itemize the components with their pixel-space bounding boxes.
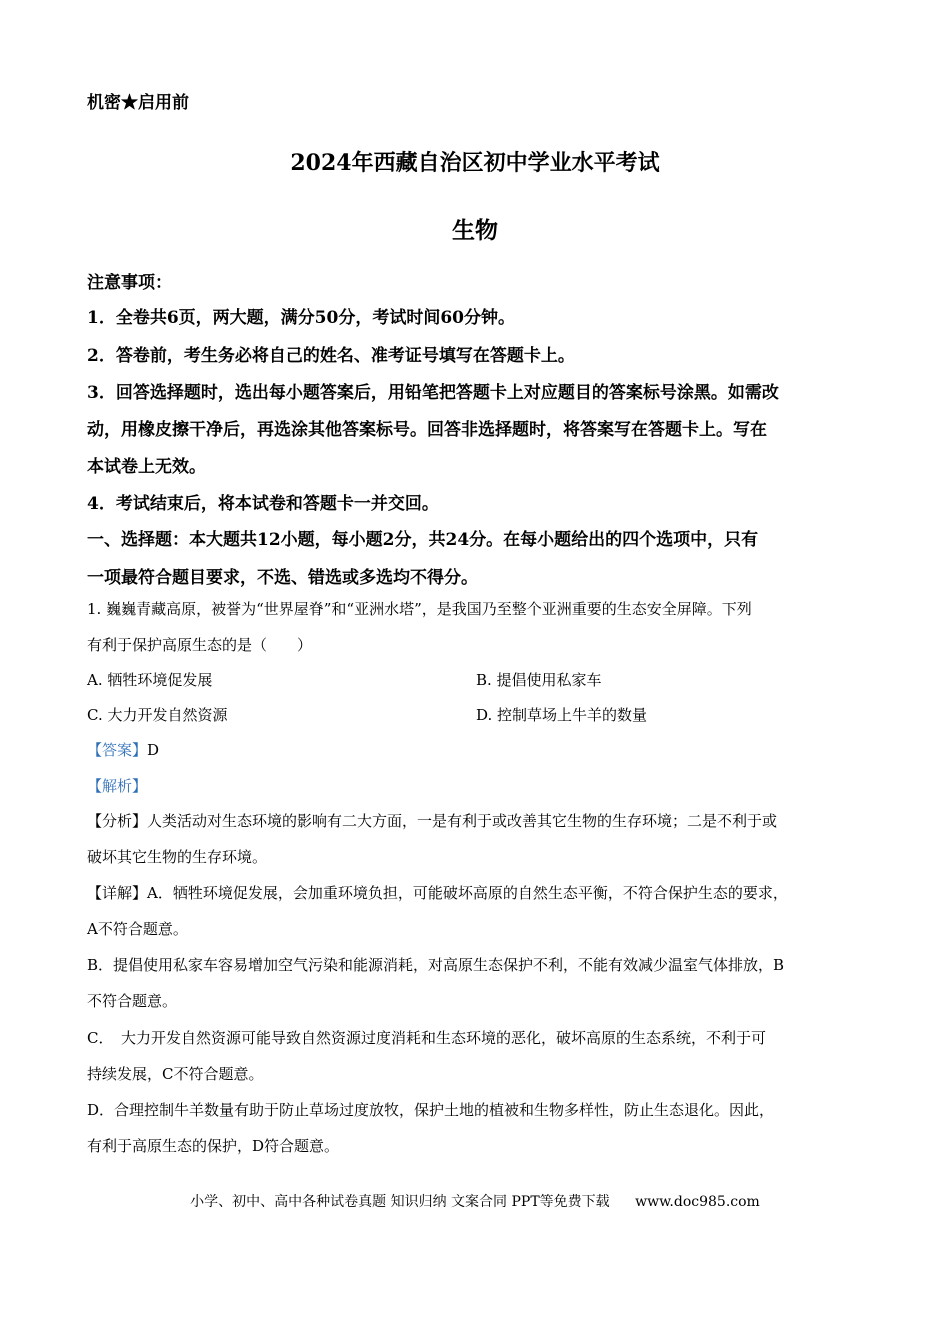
notice-item-3-end: 本试卷上无效。 — [87, 457, 206, 477]
detail-line — [87, 882, 788, 903]
page-footer — [0, 1191, 950, 1211]
detail-d-text-cont: 有利于高原生态的保护，D符合题意。 — [87, 1137, 340, 1155]
fenxi-tag: 【分析】 — [87, 812, 148, 830]
answer-value: D — [147, 741, 160, 759]
subject-title: 生物 — [452, 217, 498, 244]
fenxi-text: 人类活动对生态环境的影响有二大方面，一是有利于或改善其它生物的生存环境；二是不利于或 — [147, 812, 778, 830]
detail-c-text-cont: 持续发展，C不符合题意。 — [87, 1065, 264, 1083]
notice-item-1: 1．全卷共6页，两大题，满分50分，考试时间60分钟。 — [87, 308, 515, 328]
detail-a-text-cont: A不符合题意。 — [87, 920, 188, 938]
footer-link[interactable]: www.doc985.com — [635, 1194, 760, 1210]
analysis-line — [87, 775, 147, 796]
section-heading: 一、选择题：本大题共12小题，每小题2分，共24分。在每小题给出的四个选项中，只有 — [87, 530, 759, 550]
detail-a-text: A．牺牲环境促发展，会加重环境负担，可能破坏高原的自然生态平衡，不符合保护生态的要求， — [147, 884, 788, 902]
exam-title: 2024年西藏自治区初中学业水平考试 — [290, 150, 660, 176]
option-a: A. 牺牲环境促发展 — [87, 671, 213, 689]
detail-b-text-cont: 不符合题意。 — [87, 992, 178, 1010]
confidential-label: 机密★启用前 — [87, 93, 189, 113]
fenxi-text-cont: 破坏其它生物的生存环境。 — [87, 848, 268, 866]
analysis-tag: 【解析】 — [87, 777, 148, 795]
option-b: B. 提倡使用私家车 — [476, 671, 602, 689]
answer-tag: 【答案】 — [87, 741, 148, 759]
question-stem-cont: 有利于保护高原生态的是（ ） — [87, 636, 313, 654]
option-c: C. 大力开发自然资源 — [87, 706, 228, 724]
detail-d-text: D．合理控制牛羊数量有助于防止草场过度放牧，保护土地的植被和生物多样性，防止生态退化。因此， — [87, 1101, 775, 1119]
notice-item-3-cont: 动，用橡皮擦干净后，再选涂其他答案标号。回答非选择题时，将答案写在答题卡上。写在 — [87, 420, 767, 440]
notice-item-4: 4．考试结束后，将本试卷和答题卡一并交回。 — [87, 494, 439, 514]
detail-c-text: C． 大力开发自然资源可能导致自然资源过度消耗和生态环境的恶化，破坏高原的生态系统，不利于可 — [87, 1029, 766, 1047]
notice-item-2: 2．答卷前，考生务必将自己的姓名、准考证号填写在答题卡上。 — [87, 346, 575, 366]
notice-item-3: 3．回答选择题时，选出每小题答案后，用铅笔把答题卡上对应题目的答案标号涂黑。如需改 — [87, 383, 779, 403]
section-heading-cont: 一项最符合题目要求，不选、错选或多选均不得分。 — [87, 568, 478, 588]
notice-heading: 注意事项： — [87, 273, 172, 293]
question-stem: 1. 巍巍青藏高原，被誉为“世界屋脊”和“亚洲水塔”，是我国乃至整个亚洲重要的生态安全屏障。下列 — [87, 600, 752, 618]
fenxi-line — [87, 810, 777, 831]
detail-b-text: B．提倡使用私家车容易增加空气污染和能源消耗，对高原生态保护不利，不能有效减少温室气体排放，B — [87, 956, 785, 974]
footer-text: 小学、初中、高中各种试卷真题 知识归纳 文案合同 PPT等免费下载 — [190, 1194, 610, 1210]
answer-line — [87, 739, 159, 760]
option-d: D. 控制草场上牛羊的数量 — [476, 706, 648, 724]
detail-tag: 【详解】 — [87, 884, 148, 902]
